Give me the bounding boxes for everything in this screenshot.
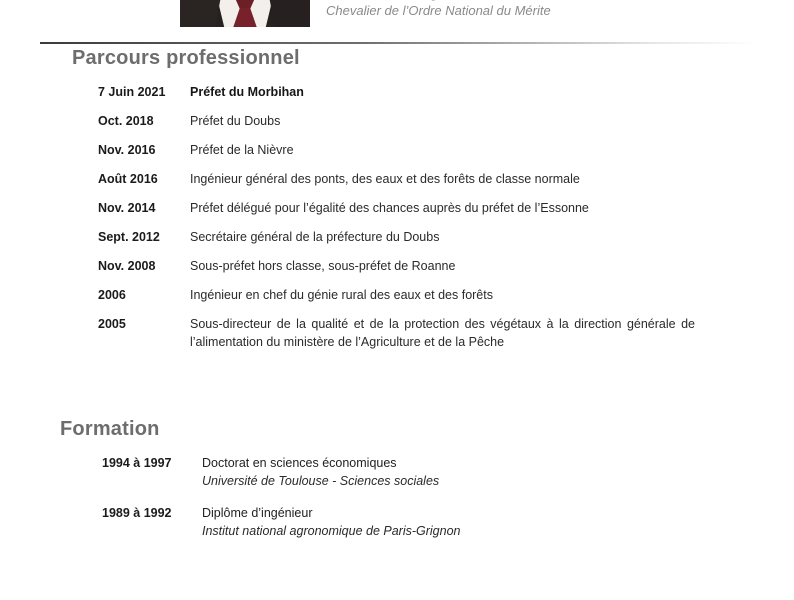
career-entry-role: Préfet de la Nièvre xyxy=(190,143,294,157)
career-entry-role: Ingénieur en chef du génie rural des eaux et des forêts xyxy=(190,288,493,302)
education-institution: Université de Toulouse - Sciences sociales xyxy=(202,474,440,488)
career-entry-role: Préfet délégué pour l’égalité des chances auprès du préfet de l’Essonne xyxy=(190,201,589,215)
education-degree: Diplôme d’ingénieur xyxy=(202,506,313,520)
honors-line: Chevalier de l’Ordre National du Mérite xyxy=(326,3,551,18)
education-degree: Doctorat en sciences économiques xyxy=(202,456,397,470)
career-entry-date: Nov. 2014 xyxy=(98,201,156,215)
career-entry-date: Nov. 2008 xyxy=(98,259,156,273)
career-entry-date: Sept. 2012 xyxy=(98,230,160,244)
career-entry-date: Oct. 2018 xyxy=(98,114,154,128)
career-entry-role: Ingénieur général des ponts, des eaux et des forêts de classe normale xyxy=(190,172,580,186)
career-entry-role: Sous-directeur de la qualité et de la protection des végétaux à la direction générale de l’alimentation du ministère de l’Agriculture et de la Pêche xyxy=(190,317,695,349)
career-entry-date: 2005 xyxy=(98,317,126,331)
career-entry-role: Préfet du Doubs xyxy=(190,114,281,128)
education-entry xyxy=(202,454,632,490)
education-entry xyxy=(202,504,632,540)
education-section-title: Formation xyxy=(60,418,160,440)
career-section-title: Parcours professionnel xyxy=(72,47,300,69)
career-list xyxy=(98,83,695,351)
honors-block xyxy=(326,0,551,19)
career-entry-date: Août 2016 xyxy=(98,172,158,186)
career-entry-date: 7 Juin 2021 xyxy=(98,85,166,99)
education-entry-date: 1994 à 1997 xyxy=(102,456,172,470)
education-entry-date: 1989 à 1992 xyxy=(102,506,172,520)
career-entry-date: 2006 xyxy=(98,288,126,302)
career-entry-date: Nov. 2016 xyxy=(98,143,156,157)
portrait-photo xyxy=(180,0,310,27)
career-entry-role: Sous-préfet hors classe, sous-préfet de Roanne xyxy=(190,259,456,273)
section-divider xyxy=(40,42,758,44)
education-list xyxy=(102,454,632,540)
career-entry-role: Préfet du Morbihan xyxy=(190,85,304,99)
career-entry-role: Secrétaire général de la préfecture du Doubs xyxy=(190,230,440,244)
education-institution: Institut national agronomique de Paris-Grignon xyxy=(202,524,461,538)
